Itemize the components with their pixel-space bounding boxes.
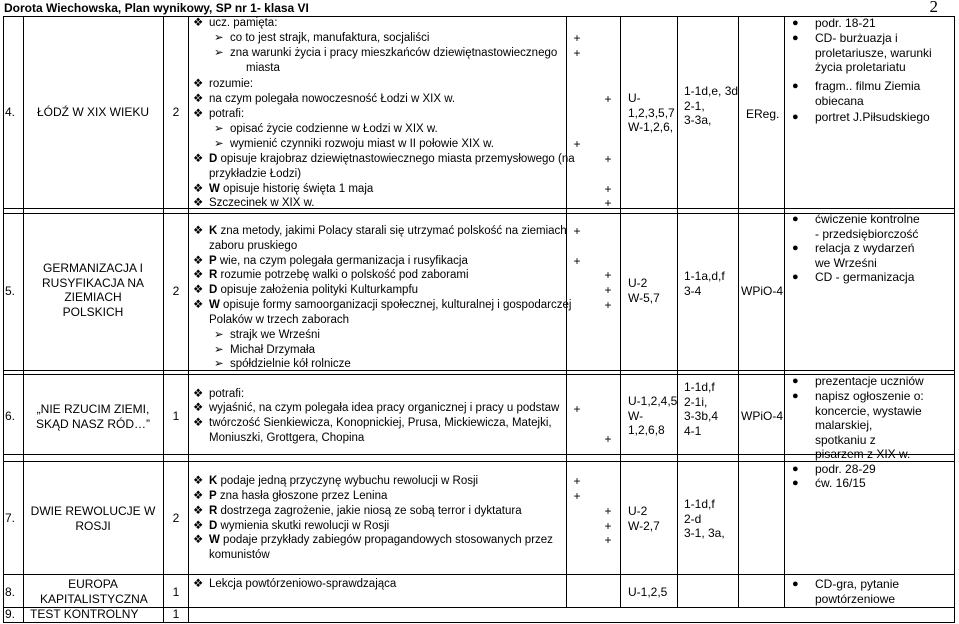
arrow-bullet-icon: ➢: [214, 344, 224, 356]
objective-line: potrafi:: [209, 388, 245, 400]
plus-mark: +: [604, 432, 612, 446]
diamond-bullet-icon: ❖: [193, 284, 204, 296]
objective-line: K podaje jedną przyczynę wybuchu rewolucji w Rosji: [209, 475, 479, 487]
note-item: podr. 28-29: [815, 462, 876, 476]
objective-line: wymienić czynniki rozwoju miast w II połowie XIX w.: [230, 138, 494, 150]
note-item: CD - germanizacja: [815, 270, 915, 284]
materials-cell: U-2 W-2,7: [628, 504, 660, 533]
note-item: napisz ogłoszenie o: koncercie, wystawie malarskiej, spotkaniu z pisarzem z XIX w.: [815, 389, 924, 462]
plus-mark: +: [573, 489, 581, 503]
diamond-bullet-icon: ❖: [193, 520, 204, 532]
plus-mark: +: [604, 504, 612, 518]
diamond-bullet-icon: ❖: [193, 417, 204, 429]
plus-mark: +: [604, 298, 612, 312]
arrow-bullet-icon: ➢: [214, 358, 224, 370]
lesson-number: 4.: [5, 105, 16, 119]
plus-mark: +: [604, 196, 612, 210]
objective-line: miasta: [246, 62, 280, 74]
note-item: ćwiczenie kontrolne - przedsiębiorczość: [815, 212, 920, 241]
lesson-topic: ŁÓDŹ W XIX WIEKU: [36, 105, 149, 119]
lesson-topic: EUROPA KAPITALISTYCZNA: [40, 577, 148, 606]
plus-mark: +: [604, 519, 612, 533]
diamond-bullet-icon: ❖: [193, 255, 204, 267]
objective-line: D opisuje krajobraz dziewiętnastowiecznego miasta przemysłowego (na: [209, 153, 575, 165]
lesson-number: 6.: [5, 409, 16, 423]
diamond-bullet-icon: ❖: [193, 299, 204, 311]
diamond-bullet-icon: ❖: [193, 490, 204, 502]
arrow-bullet-icon: ➢: [214, 329, 224, 341]
evaluation-cell: EReg.: [746, 107, 780, 121]
diamond-bullet-icon: ❖: [193, 183, 204, 195]
materials-cell: U- 1,2,3,5,7 W-1,2,6,: [628, 91, 675, 135]
page-header: [4, 0, 954, 16]
round-bullet-icon: ●: [792, 271, 799, 283]
plus-mark: +: [573, 46, 581, 60]
note-item: portret J.Piłsudskiego: [815, 110, 930, 124]
objective-line: spółdzielnie kół rolnicze: [230, 358, 351, 370]
objective-line: P zna hasła głoszone przez Lenina: [209, 490, 388, 502]
evaluation-cell: WPiO-4: [741, 284, 783, 298]
plus-mark: +: [573, 402, 581, 416]
exercises-cell: 1-1d,f 2-1i, 3-3b,4 4-1: [684, 380, 719, 438]
diamond-bullet-icon: ❖: [193, 534, 204, 546]
lesson-number: 5.: [5, 284, 16, 298]
round-bullet-icon: ●: [792, 32, 799, 44]
note-item: relacja z wydarzeń we Wrześni: [815, 241, 915, 270]
lesson-hours: 2: [172, 284, 180, 298]
objective-line: K zna metody, jakimi Polacy starali się utrzymać polskość na ziemiach: [209, 225, 567, 237]
exercises-cell: 1-1a,d,f 3-4: [684, 269, 725, 298]
note-item: ćw. 16/15: [815, 476, 866, 490]
plus-mark: +: [573, 254, 581, 268]
materials-cell: U-1,2,5: [628, 585, 668, 599]
arrow-bullet-icon: ➢: [214, 47, 224, 59]
document-title: Dorota Wiechowska, Plan wynikowy, SP nr 1- klasa VI: [4, 1, 309, 15]
diamond-bullet-icon: ❖: [193, 475, 204, 487]
diamond-bullet-icon: ❖: [193, 93, 204, 105]
objective-line: zaboru pruskiego: [209, 240, 298, 252]
diamond-bullet-icon: ❖: [193, 505, 204, 517]
round-bullet-icon: ●: [792, 17, 799, 29]
lesson-hours: 1: [172, 607, 180, 621]
plus-mark: +: [604, 182, 612, 196]
plus-mark: +: [604, 92, 612, 106]
exercises-cell: 1-1d,f 2-d 3-1, 3a,: [684, 497, 725, 541]
objective-line: Polaków w trzech zaborach: [209, 314, 349, 326]
diamond-bullet-icon: ❖: [193, 578, 204, 590]
diamond-bullet-icon: ❖: [193, 269, 204, 281]
plus-mark: +: [573, 224, 581, 238]
lesson-number: 9.: [5, 607, 16, 621]
objective-line: Michał Drzymała: [230, 344, 315, 356]
objective-line: strajk we Wrześni: [230, 329, 320, 341]
round-bullet-icon: ●: [792, 213, 799, 225]
objective-line: D opisuje założenia polityki Kulturkampfu: [209, 284, 419, 296]
page-number: 2: [929, 0, 938, 16]
objective-line: na czym polegała nowoczesność Łodzi w XIX w.: [209, 93, 456, 105]
note-item: fragm.. filmu Ziemia obiecana: [815, 79, 921, 108]
arrow-bullet-icon: ➢: [214, 123, 224, 135]
round-bullet-icon: ●: [792, 578, 799, 590]
lesson-hours: 2: [172, 511, 180, 525]
objective-line: W opisuje historię święta 1 maja: [209, 183, 374, 195]
objective-line: ucz. pamięta:: [209, 17, 278, 29]
note-item: CD-gra, pytanie powtórzeniowe: [815, 577, 900, 606]
objective-line: Szczecinek w XIX w.: [209, 197, 315, 209]
diamond-bullet-icon: ❖: [193, 78, 204, 90]
plus-mark: +: [604, 283, 612, 297]
objective-line: R dostrzega zagrożenie, jakie niosą ze sobą terror i dyktatura: [209, 505, 522, 517]
objective-line: co to jest strajk, manufaktura, socjaliści: [230, 32, 430, 44]
lesson-topic: GERMANIZACJA I RUSYFIKACJA NA ZIEMIACH POLSKICH: [41, 261, 145, 319]
objective-line: twórczość Sienkiewicza, Konopnickiej, Prusa, Mickiewicza, Matejki,: [209, 417, 552, 429]
plus-mark: +: [604, 268, 612, 282]
objective-line: W opisuje formy samoorganizacji społecznej, kulturalnej i gospodarczej: [209, 299, 572, 311]
diamond-bullet-icon: ❖: [193, 108, 204, 120]
objective-line: P wie, na czym polegała germanizacja i rusyfikacja: [209, 255, 468, 267]
lesson-hours: 1: [172, 409, 180, 423]
note-item: prezentacje uczniów: [815, 374, 924, 388]
exercises-cell: 1-1d,e, 3d 2-1, 3-3a,: [684, 84, 739, 128]
objective-line: komunistów: [209, 549, 270, 561]
diamond-bullet-icon: ❖: [193, 225, 204, 237]
lesson-topic: DWIE REWOLUCJE W ROSJI: [30, 504, 156, 533]
diamond-bullet-icon: ❖: [193, 17, 204, 29]
objective-line: opisać życie codzienne w Łodzi w XIX w.: [230, 123, 438, 135]
materials-cell: U-1,2,4,5 W- 1,2,6,8: [628, 394, 678, 438]
objective-line: Lekcja powtórzeniowo-sprawdzająca: [209, 578, 397, 590]
lesson-topic: TEST KONTROLNY: [30, 607, 139, 621]
note-item: CD- burżuazja i proletariusze, warunki życia proletariatu: [815, 31, 932, 75]
lesson-number: 8.: [5, 585, 16, 599]
lesson-topic: „NIE RZUCIM ZIEMI, SKĄD NASZ RÓD…”: [35, 402, 150, 431]
objective-line: D wymienia skutki rewolucji w Rosji: [209, 520, 390, 532]
objective-line: potrafi:: [209, 108, 245, 120]
lesson-number: 7.: [5, 511, 16, 525]
objective-line: przykładzie Łodzi): [209, 168, 302, 180]
objective-line: zna warunki życia i pracy mieszkańców dziewiętnastowiecznego: [230, 47, 558, 59]
arrow-bullet-icon: ➢: [214, 32, 224, 44]
evaluation-cell: WPiO-4: [741, 409, 783, 423]
lesson-hours: 1: [172, 585, 180, 599]
objective-line: rozumie:: [209, 78, 254, 90]
lesson-hours: 2: [172, 105, 180, 119]
plus-mark: +: [604, 152, 612, 166]
diamond-bullet-icon: ❖: [193, 388, 204, 400]
round-bullet-icon: ●: [792, 80, 799, 92]
round-bullet-icon: ●: [792, 477, 799, 489]
plus-mark: +: [604, 533, 612, 547]
objective-line: W podaje przykłady zabiegów propagandowych stosowanych przez: [209, 534, 553, 546]
plus-mark: +: [573, 474, 581, 488]
round-bullet-icon: ●: [792, 463, 799, 475]
diamond-bullet-icon: ❖: [193, 153, 204, 165]
objective-line: Moniuszki, Grottgera, Chopina: [209, 432, 365, 444]
round-bullet-icon: ●: [792, 111, 799, 123]
materials-cell: U-2 W-5,7: [628, 276, 660, 305]
round-bullet-icon: ●: [792, 242, 799, 254]
round-bullet-icon: ●: [792, 390, 799, 402]
plus-mark: +: [573, 137, 581, 151]
objective-line: R rozumie potrzebę walki o polskość pod zaborami: [209, 269, 469, 281]
arrow-bullet-icon: ➢: [214, 138, 224, 150]
plus-mark: +: [573, 31, 581, 45]
round-bullet-icon: ●: [792, 375, 799, 387]
note-item: podr. 18-21: [815, 16, 876, 30]
objective-line: wyjaśnić, na czym polegała idea pracy organicznej i pracy u podstaw: [209, 402, 560, 414]
diamond-bullet-icon: ❖: [193, 402, 204, 414]
diamond-bullet-icon: ❖: [193, 197, 204, 209]
